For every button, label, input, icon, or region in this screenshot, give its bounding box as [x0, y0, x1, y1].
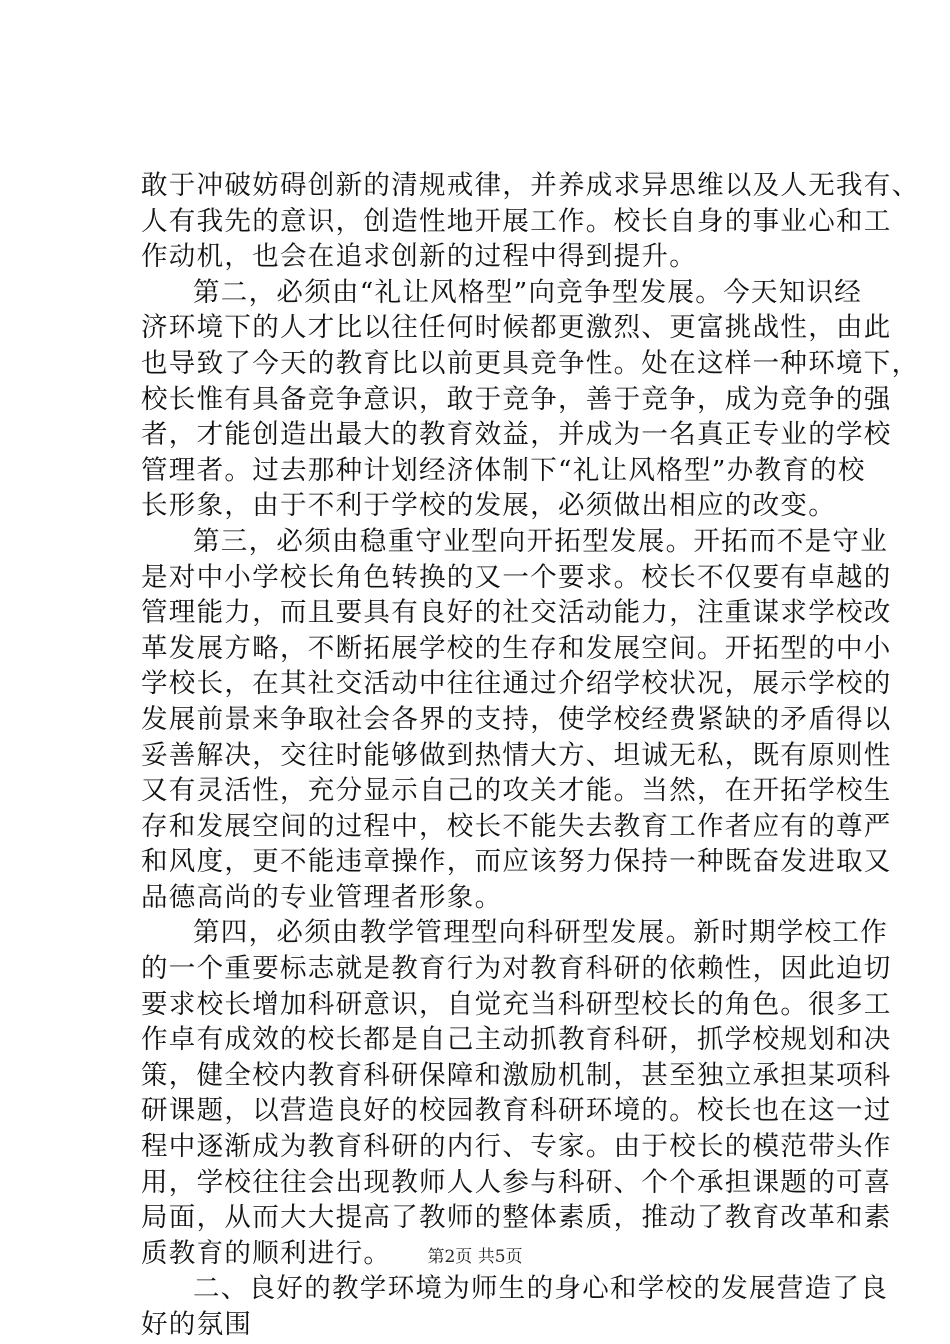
- paragraph-start-line: 第四，必须由教学管理型向科研型发展。新时期学校工作: [193, 917, 888, 949]
- text-line: 长形象，由于不利于学校的发展，必须做出相应的改变。: [141, 490, 836, 522]
- section-heading-line: 好的氛围: [141, 1309, 253, 1340]
- text-line: 校长惟有具备竞争意识，敢于竞争，善于竞争，成为竞争的强: [141, 383, 892, 415]
- paragraph-start-line: 第二，必须由“礼让风格型”向竞争型发展。今天知识经: [193, 276, 863, 308]
- text-line: 存和发展空间的过程中，校长不能失去教育工作者应有的尊严: [141, 810, 892, 842]
- text-line: 作动机，也会在追求创新的过程中得到提升。: [141, 241, 697, 273]
- text-line: 是对中小学校长角色转换的又一个要求。校长不仅要有卓越的: [141, 561, 892, 593]
- text-line: 局面，从而大大提高了教师的整体素质，推动了教育改革和素: [141, 1202, 892, 1234]
- section-heading-line: 二、良好的教学环境为师生的身心和学校的发展营造了良: [193, 1273, 888, 1305]
- text-line: 策，健全校内教育科研保障和激励机制，甚至独立承担某项科: [141, 1059, 892, 1091]
- text-line: 程中逐渐成为教育科研的内行、专家。由于校长的模范带头作: [141, 1131, 892, 1163]
- text-line: 品德高尚的专业管理者形象。: [141, 881, 503, 913]
- text-line: 用，学校往往会出现教师人人参与科研、个个承担课题的可喜: [141, 1166, 892, 1198]
- text-line: 管理能力，而且要具有良好的社交活动能力，注重谋求学校改: [141, 597, 892, 629]
- text-line: 质教育的顺利进行。: [141, 1237, 392, 1269]
- text-line: 济环境下的人才比以往任何时候都更激烈、更富挑战性，由此: [141, 312, 892, 344]
- paragraph-start-line: 第三，必须由稳重守业型向开拓型发展。开拓而不是守业: [193, 525, 888, 557]
- text-line: 又有灵活性，充分显示自己的攻关才能。当然，在开拓学校生: [141, 775, 892, 807]
- text-line: 和风度，更不能违章操作，而应该努力保持一种既奋发进取又: [141, 846, 892, 878]
- text-line: 妥善解决，交往时能够做到热情大方、坦诚无私，既有原则性: [141, 739, 892, 771]
- text-line: 也导致了今天的教育比以前更具竞争性。处在这样一种环境下，: [141, 347, 920, 379]
- text-line: 管理者。过去那种计划经济体制下“礼让风格型”办教育的校: [141, 454, 866, 486]
- text-line: 研课题，以营造良好的校园教育科研环境的。校长也在这一过: [141, 1095, 892, 1127]
- text-line: 者，才能创造出最大的教育效益，并成为一名真正专业的学校: [141, 419, 892, 451]
- text-line: 革发展方略，不断拓展学校的生存和发展空间。开拓型的中小: [141, 632, 892, 664]
- text-line: 发展前景来争取社会各界的支持，使学校经费紧缺的矛盾得以: [141, 703, 892, 735]
- page-number-footer: 第2页 共5页: [427, 1247, 523, 1267]
- text-line: 敢于冲破妨碍创新的清规戒律，并养成求异思维以及人无我有、: [141, 170, 920, 201]
- text-line: 学校长，在其社交活动中往往通过介绍学校状况，展示学校的: [141, 668, 892, 700]
- text-line: 人有我先的意识，创造性地开展工作。校长自身的事业心和工: [141, 205, 892, 237]
- body-text: [141, 168, 920, 1343]
- text-line: 的一个重要标志就是教育行为对教育科研的依赖性，因此迫切: [141, 953, 892, 985]
- text-line: 要求校长增加科研意识，自觉充当科研型校长的角色。很多工: [141, 988, 892, 1020]
- text-line: 作卓有成效的校长都是自己主动抓教育科研，抓学校规划和决: [141, 1024, 892, 1056]
